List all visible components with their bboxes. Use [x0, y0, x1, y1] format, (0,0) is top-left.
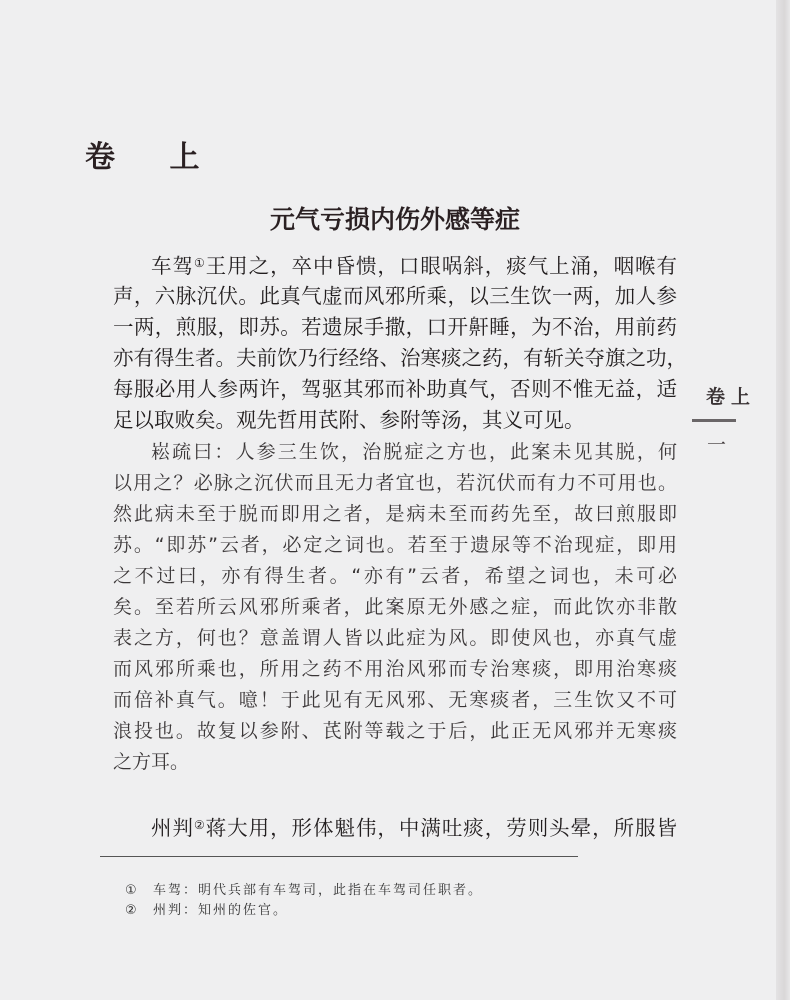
page-number: 一 [707, 434, 727, 456]
commentary-line: 苏。“即苏”云者，必定之词也。若至于遗尿等不治现症，即用 [113, 534, 677, 556]
running-head-rule [692, 419, 736, 422]
commentary-line: 矣。至若所云风邪所乘者，此案原无外感之症，而此饮亦非散 [113, 596, 677, 618]
volume-title: 卷 上 [85, 140, 222, 175]
case2-line: 州判②蒋大用，形体魁伟，中满吐痰，劳则头晕，所服皆 [151, 816, 678, 840]
commentary-line: 以用之？必脉之沉伏而且无力者宜也，若沉伏而有力不可用也。 [113, 472, 677, 494]
footnote: ① 车驾：明代兵部有车驾司，此指在车驾司任职者。 [125, 883, 484, 898]
commentary-line: 之不过曰，亦有得生者。“亦有”云者，希望之词也，未可必 [113, 565, 677, 587]
section-title: 元气亏损内伤外感等症 [269, 205, 520, 234]
commentary-line: 而倍补真气。噫！于此见有无风邪、无寒痰者，三生饮又不可 [113, 689, 677, 711]
case1-line: 车驾①王用之，卒中昏愦，口眼㖞斜，痰气上涌，咽喉有 [151, 254, 678, 278]
commentary-line: 崧疏曰：人参三生饮，治脱症之方也，此案未见其脱，何 [151, 441, 677, 463]
case1-line: 每服必用人参两许，驾驱其邪而补助真气，否则不惟无益，适 [113, 377, 677, 401]
case1-line: 一两，煎服，即苏。若遗尿手撒，口开鼾睡，为不治，用前药 [113, 315, 677, 339]
commentary-line: 然此病未至于脱而即用之者，是病未至而药先至，故曰煎服即 [113, 503, 677, 525]
footnote: ② 州判：知州的佐官。 [125, 903, 289, 918]
footnote-divider [100, 856, 578, 857]
commentary-line: 之方耳。 [113, 751, 190, 773]
footnote-ref[interactable]: ① [193, 256, 206, 270]
running-head: 卷上 [706, 386, 757, 408]
commentary-line: 表之方，何也？意盖谓人皆以此症为风。即使风也，亦真气虚 [113, 627, 677, 649]
case1-line: 足以取败矣。观先哲用芪附、参附等汤，其义可见。 [113, 408, 585, 432]
commentary-line: 而风邪所乘也，所用之药不用治风邪而专治寒痰，即用治寒痰 [113, 658, 677, 680]
footnote-ref[interactable]: ② [193, 818, 206, 832]
commentary-line: 浪投也。故复以参附、芪附等载之于后，此正无风邪并无寒痰 [113, 720, 677, 742]
case1-line: 亦有得生者。夫前饮乃行经络、治寒痰之药，有斩关夺旗之功， [113, 346, 687, 370]
case1-line: 声，六脉沉伏。此真气虚而风邪所乘，以三生饮一两，加人参 [113, 284, 677, 308]
page-edge [776, 0, 790, 1000]
